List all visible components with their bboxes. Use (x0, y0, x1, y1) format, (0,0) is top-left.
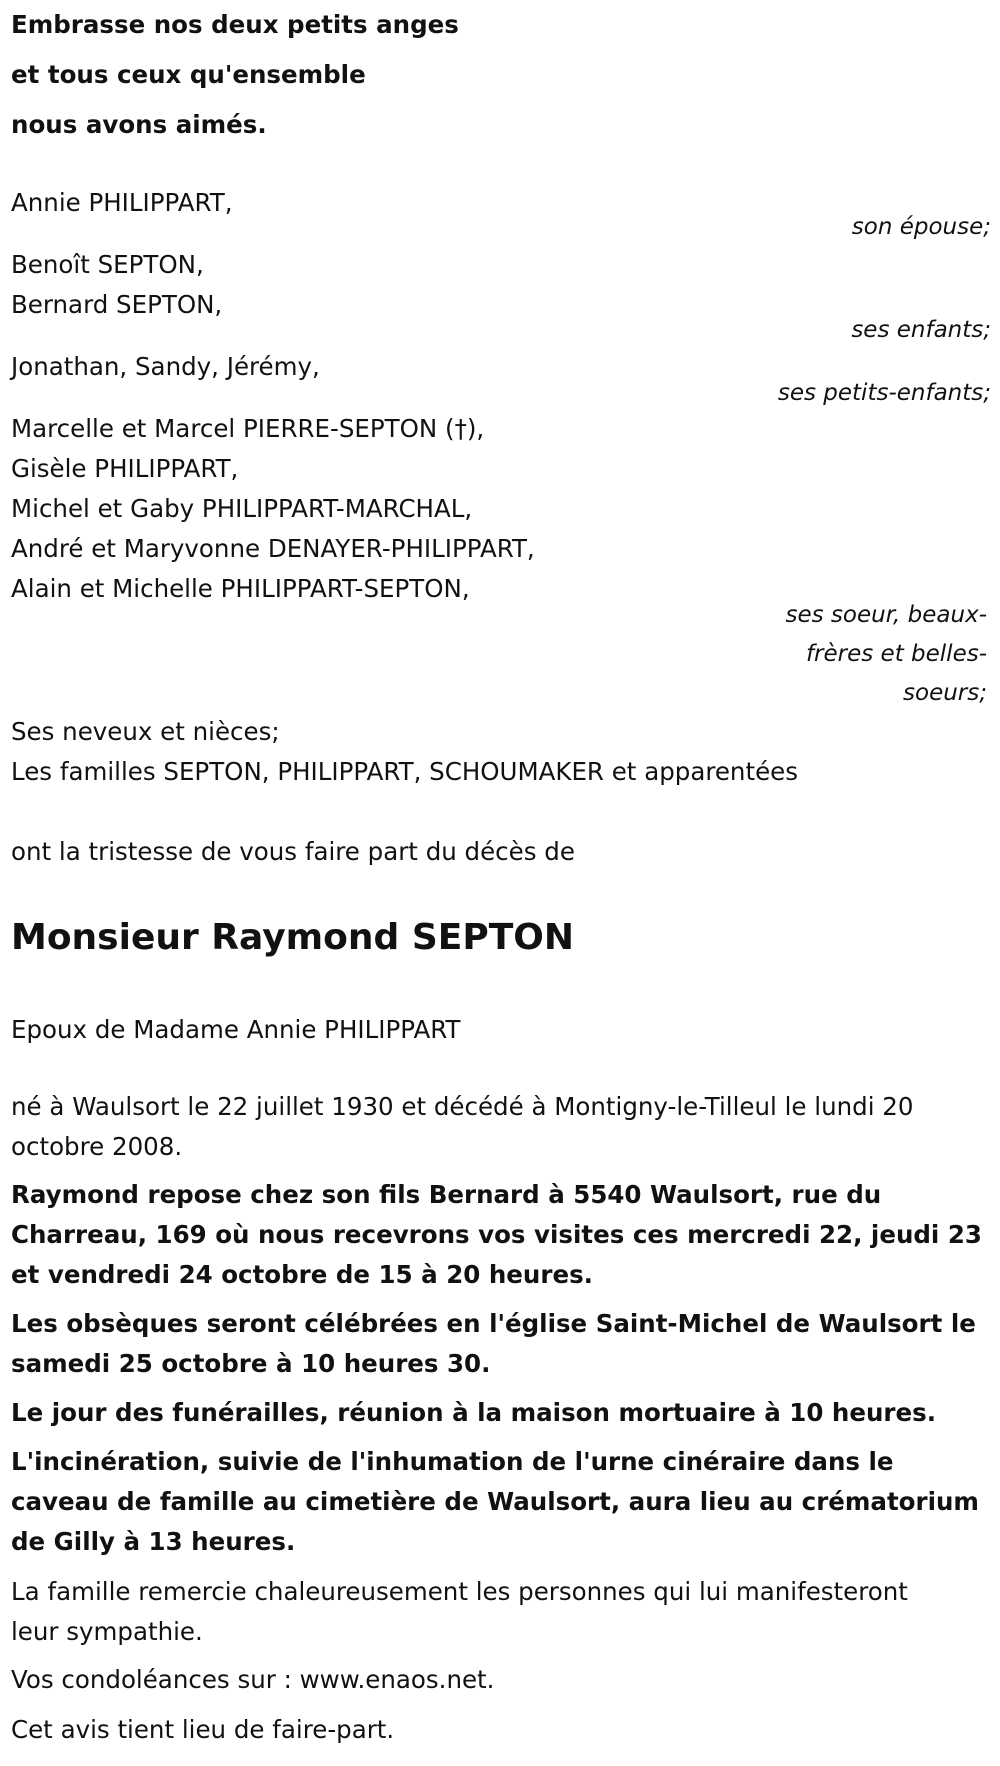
closing-thanks (11, 1572, 991, 1652)
details-line: de Gilly à 13 heures. (11, 1527, 296, 1556)
family-name: Jonathan, Sandy, Jérémy, (11, 352, 320, 381)
birth-death (11, 1087, 991, 1167)
birth-death-line: né à Waulsort le 22 juillet 1930 et décédé à Montigny-le-Tilleul le lundi 20 (11, 1092, 914, 1121)
family-name: Alain et Michelle PHILIPPART-SEPTON, (11, 574, 470, 603)
details-line: Le jour des funérailles, réunion à la maison mortuaire à 10 heures. (11, 1398, 936, 1427)
family-name: André et Maryvonne DENAYER-PHILIPPART, (11, 534, 535, 563)
announcement: ont la tristesse de vous faire part du décès de (11, 837, 575, 866)
family-others (11, 712, 991, 792)
relation-grandchildren: ses petits-enfants; (777, 380, 991, 406)
family-line: Ses neveux et nièces; (11, 717, 280, 746)
details-line: Raymond repose chez son fils Bernard à 5540 Waulsort, rue du (11, 1180, 882, 1209)
closing-line: leur sympathie. (11, 1617, 203, 1646)
relation-children: ses enfants; (851, 317, 991, 343)
epigraph (11, 0, 991, 150)
details-line: caveau de famille au cimetière de Waulsort, aura lieu au crématorium (11, 1487, 979, 1516)
details-reunion (11, 1393, 991, 1433)
details-line: et vendredi 24 octobre de 15 à 20 heures. (11, 1260, 593, 1289)
birth-death-line: octobre 2008. (11, 1132, 183, 1161)
details-line: L'incinération, suivie de l'inhumation de l'urne cinéraire dans le (11, 1447, 894, 1476)
family-name: Michel et Gaby PHILIPPART-MARCHAL, (11, 494, 473, 523)
epigraph-line: Embrasse nos deux petits anges (11, 10, 459, 39)
deceased-spouse-line: Epoux de Madame Annie PHILIPPART (11, 1015, 461, 1044)
family-name: Benoît SEPTON, (11, 250, 204, 279)
details-visitation (11, 1175, 991, 1295)
family-name: Annie PHILIPPART, (11, 188, 233, 217)
relation-siblings (11, 596, 991, 713)
relation-spouse: son épouse; (851, 214, 991, 240)
epigraph-line: et tous ceux qu'ensemble (11, 60, 366, 89)
relation-line: ses soeur, beaux- (785, 602, 987, 628)
relation-line: soeurs; (903, 680, 987, 706)
closing-notice: Cet avis tient lieu de faire-part. (11, 1715, 395, 1744)
family-line: Les familles SEPTON, PHILIPPART, SCHOUMAKER et apparentées (11, 757, 798, 786)
details-line: Les obsèques seront célébrées en l'église Saint-Michel de Waulsort le (11, 1309, 976, 1338)
family-name: Gisèle PHILIPPART, (11, 454, 239, 483)
details-funeral (11, 1304, 991, 1384)
closing-line: La famille remercie chaleureusement les personnes qui lui manifesteront (11, 1577, 908, 1606)
details-line: samedi 25 octobre à 10 heures 30. (11, 1349, 491, 1378)
family-name: Marcelle et Marcel PIERRE-SEPTON (†), (11, 414, 485, 443)
details-line: Charreau, 169 où nous recevrons vos visites ces mercredi 22, jeudi 23 (11, 1220, 982, 1249)
family-siblings (11, 409, 991, 609)
epigraph-line: nous avons aimés. (11, 110, 267, 139)
deceased-name: Monsieur Raymond SEPTON (11, 917, 575, 958)
family-name: Bernard SEPTON, (11, 290, 223, 319)
details-cremation (11, 1442, 991, 1562)
relation-line: frères et belles- (805, 641, 987, 667)
closing-condolences: Vos condoléances sur : www.enaos.net. (11, 1665, 495, 1694)
